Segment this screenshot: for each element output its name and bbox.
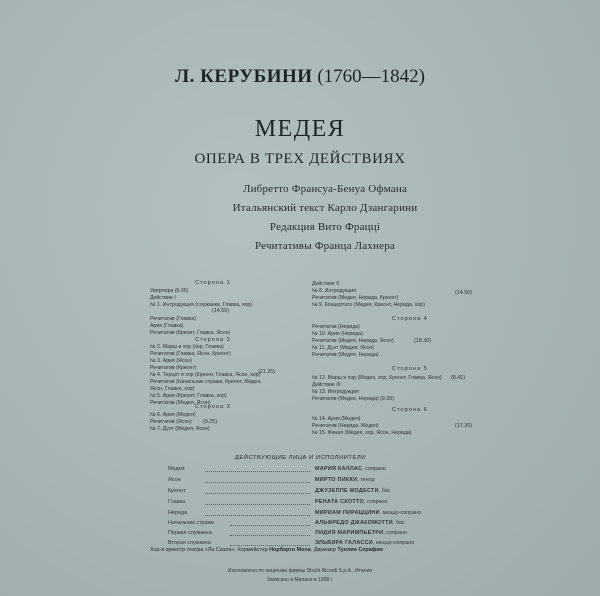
side-4-title: Сторона 4: [392, 316, 428, 322]
track-line: № 2. Марш и хор (хор, Главка): [150, 344, 224, 350]
composer-name: Л. КЕРУБИНИ: [175, 66, 313, 87]
track-line: Речитатив (Медея, Нерида, Креонт): [312, 295, 399, 301]
side-5-duration-a: (8.41): [451, 375, 466, 381]
side-5-duration-b: (9.30): [380, 396, 395, 402]
track-line: № 7. Дуэт (Медея, Ясон): [150, 426, 210, 432]
track-line: Речитатив (Нерида): [312, 324, 360, 330]
dot-leader: [230, 545, 310, 546]
side-2-title: Сторона 2: [195, 337, 231, 343]
track-line: Речитатив (Главка, Ясон, Креонт): [150, 351, 231, 357]
track-line: Речитатив (Креонт, Главка, Ясон): [150, 330, 231, 336]
cast-role: Первая служанка: [168, 530, 212, 536]
credit-libretto: Либретто Франсуа-Бенуа Офмана: [242, 183, 408, 195]
cast-performer: МИРТО ПИККИ, тенор: [315, 477, 375, 483]
composer-line: [0, 66, 600, 88]
license-note: Изготовлено по лицензии фирмы Dischi Ricordi S.p.A., Италия: [227, 568, 373, 574]
cast-role: Главка: [168, 499, 186, 505]
cast-performer: ДЖУЗЕППЕ МОДЕСТИ, бас: [315, 488, 391, 494]
side-6-duration: (17.30): [455, 423, 473, 429]
track-line: № 4. Терцет и хор (Креонт, Главка, Ясон, хор): [150, 372, 261, 378]
cast-role: Нерида: [168, 510, 188, 516]
dot-leader: [205, 471, 310, 472]
cast-role: Креонт: [168, 488, 186, 494]
cast-performer: ЭЛЬВИРА ГАЛАССИ, меццо-сопрано: [315, 540, 415, 546]
side-3-title: Сторона 3: [195, 404, 231, 410]
cast-role: Ясон: [168, 477, 181, 483]
track-line: Речитатив (Главка): [150, 316, 197, 322]
cast-role: Вторая служанка: [168, 540, 211, 546]
track-line: Речитатив (Ясон): [150, 419, 192, 425]
credit-edition: Редакция Вито Фраццi: [269, 221, 381, 233]
recording-note: Записано в Милане в 1958 г.: [266, 577, 334, 583]
track-line: Речитатив (Медея, Нерида, Ясон): [312, 338, 394, 344]
side-1-tracklist: [150, 288, 252, 337]
side-1-title: Сторона 1: [195, 280, 231, 286]
track-line: Речитатив (Нерида, Медея): [312, 423, 379, 429]
dot-leader: [205, 504, 310, 505]
side-3-duration: (9.25): [203, 419, 218, 425]
side-4-intro-tracklist: [312, 281, 425, 309]
cast-performer: АЛЬФРЕДО ДЖАКОМОТТИ, бас: [315, 520, 405, 526]
dot-leader: [205, 515, 310, 516]
track-line: Ясон, Главка, хор): [150, 386, 195, 392]
track-line: Речитатив (Начальник стражи, Креонт, Медея,: [150, 379, 262, 385]
side-2-duration: (21.25): [258, 369, 276, 375]
side-1-duration: (14.55): [212, 308, 230, 314]
track-line: № 9. Концертато (Медея, Креонт, Нерида, хор): [312, 302, 425, 308]
track-line: Речитатив (Креонт): [150, 365, 197, 371]
track-line: Действие III: [312, 382, 341, 388]
side-4-tracklist: [312, 324, 394, 359]
side-5-tracklist: [312, 375, 442, 403]
dot-leader: [230, 535, 310, 536]
side-6-title: Сторона 6: [392, 407, 428, 413]
cast-role: Медея: [168, 466, 185, 472]
side-5-title: Сторона 5: [392, 366, 428, 372]
track-line: № 5. Ария (Креонт, Главка, хор): [150, 393, 227, 399]
cast-role: Начальник стражи: [168, 520, 215, 526]
side-2-tracklist: [150, 344, 262, 407]
side-3-tracklist: [150, 412, 210, 433]
track-line: Речитатив (Медея, Нерида): [312, 352, 379, 358]
cast-performer: МИРИАМ ПИРАЦЦИНИ, меццо-сопрано: [315, 510, 422, 516]
track-line: № 10. Ария (Нерида): [312, 331, 363, 337]
track-line: Действие II: [312, 281, 340, 287]
track-line: Речитатив (Медея, Нерида): [312, 396, 379, 402]
chorus-credit: Хор и оркестр театра «Ла Скала». Хормейстер Норберто Мола. Дирижер Туллио Серафин: [150, 547, 383, 553]
track-line: № 8. Интродукция: [312, 288, 356, 294]
dot-leader: [205, 482, 310, 483]
side-4-intro-duration: (14.50): [455, 290, 473, 296]
dot-leader: [205, 493, 310, 494]
track-line: Увертюра (6.05): [150, 288, 189, 294]
track-line: № 6. Ария (Медея): [150, 412, 196, 418]
side-6-tracklist: [312, 416, 411, 437]
track-line: № 12. Марш и хор (Медея, хор, Креонт, Главка, Ясон): [312, 375, 442, 381]
composer-years: (1760—1842): [317, 66, 425, 87]
credit-recitatives: Речитативы Франца Лахнера: [254, 240, 396, 252]
track-line: № 13. Интродукция: [312, 389, 359, 395]
cast-performer: МАРИЯ КАЛЛАС, сопрано: [315, 466, 386, 472]
track-line: Речитатив (Медея, Ясон): [150, 400, 211, 406]
credit-italian-text: Итальянский текст Карло Дзангарини: [232, 202, 418, 214]
side-4-duration: (18.30): [414, 338, 432, 344]
track-line: № 3. Ария (Ясон): [150, 358, 192, 364]
opera-subtitle: ОПЕРА В ТРЕХ ДЕЙСТВИЯХ: [194, 151, 406, 167]
cast-heading: ДЕЙСТВУЮЩИЕ ЛИЦА И ИСПОЛНИТЕЛИ: [235, 455, 366, 461]
track-line: Ария (Главка): [150, 323, 184, 329]
dot-leader: [230, 525, 310, 526]
track-line: № 14. Ария (Медея): [312, 416, 361, 422]
track-line: Действие I: [150, 295, 176, 301]
track-line: № 11. Дуэт (Медея, Ясон): [312, 345, 375, 351]
track-line: № 1. Интродукция (служанки, Главка, хор): [150, 302, 253, 308]
opera-title: МЕДЕЯ: [254, 116, 346, 142]
track-line: № 15. Финал (Медея, хор, Ясон, Нерида): [312, 430, 412, 436]
cast-performer: ЛИДИЯ МАРИМПЬЕТРИ, сопрано: [315, 530, 407, 536]
cast-performer: РЕНАТА СКОТТО, сопрано: [315, 499, 388, 505]
